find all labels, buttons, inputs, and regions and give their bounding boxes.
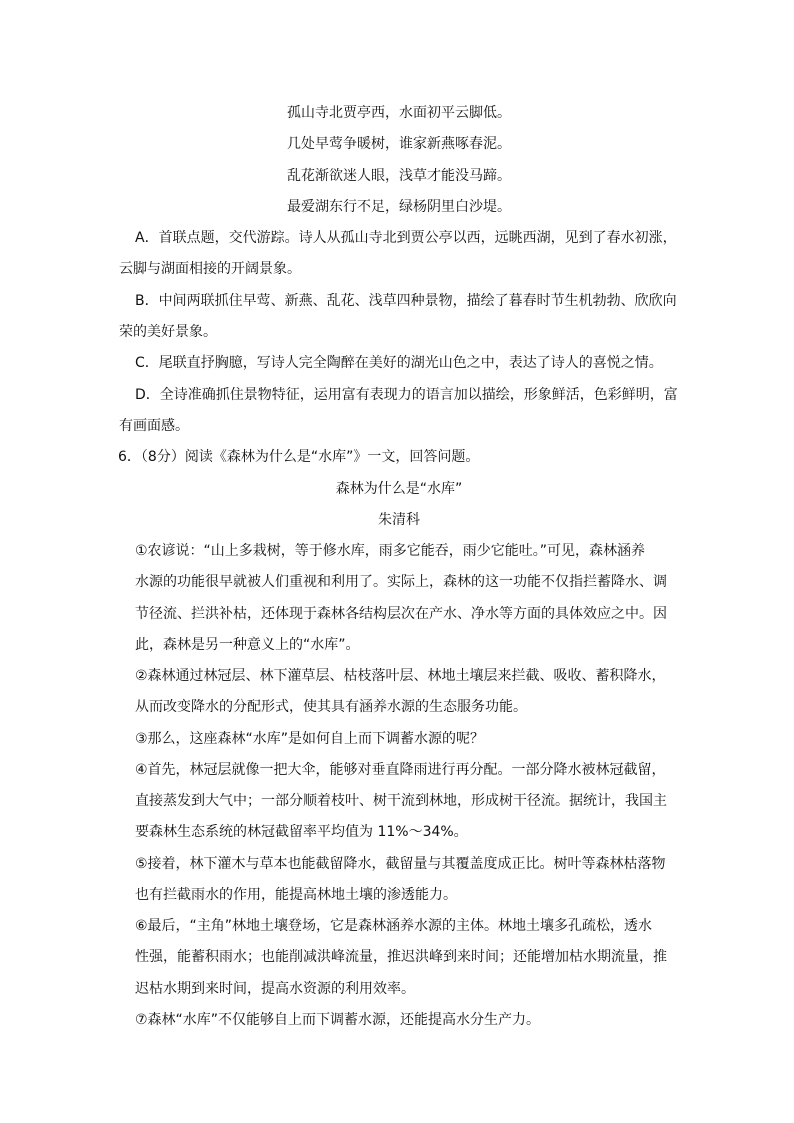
paragraph-2-line-2: 从而改变降水的分配形式，使其具有涵养水源的生态服务功能。 [135,699,527,715]
paragraph-7-line-1: ⑦森林“水库”不仅能够自上而下调蓄水源，还能提高水分生产力。 [135,1012,541,1028]
poem-line-4: 最爱湖东行不足，绿杨阴里白沙堤。 [287,199,511,215]
paragraph-5-line-2: 也有拦截雨水的作用，能提高林地土壤的渗透能力。 [135,887,457,903]
option-c-line-1: C．尾联直抒胸臆，写诗人完全陶醉在美好的湖光山色之中，表达了诗人的喜悦之情。 [135,355,663,371]
paragraph-1-line-1: ①农谚说：“山上多栽树，等于修水库，雨多它能吞，雨少它能吐。”可见，森林涵养 [135,543,646,559]
article-title: 森林为什么是“水库” [335,481,463,497]
paragraph-6-line-3: 迟枯水期到来时间，提高水资源的利用效率。 [135,981,415,997]
option-b-line-1: B．中间两联抓住早莺、新燕、乱花、浅草四种景物，描绘了暮春时节生机勃勃、欣欣向 [135,293,677,309]
paragraph-4-line-3: 要森林生态系统的林冠截留率平均值为 11%～34%。 [135,824,468,840]
paragraph-1-line-2: 水源的功能很早就被人们重视和利用了。实际上，森林的这一功能不仅指拦蓄降水、调 [135,574,667,590]
option-a-line-2: 云脚与湖面相接的开阔景象。 [119,261,301,277]
paragraph-2-line-1: ②森林通过林冠层、林下灌草层、枯枝落叶层、林地土壤层来拦截、吸收、蓄积降水， [135,668,666,684]
paragraph-5-line-1: ⑤接着，林下灌木与草本也能截留降水，截留量与其覆盖度成正比。树叶等森林枯落物 [135,856,666,872]
paragraph-6-line-2: 性强，能蓄积雨水；也能削减洪峰流量，推迟洪峰到来时间；还能增加枯水期流量，推 [135,949,667,965]
paragraph-6-line-1: ⑥最后，“主角”林地土壤登场，它是森林涵养水源的主体。林地土壤多孔疏松，透水 [135,918,653,934]
paragraph-1-line-3: 节径流、拦洪补枯，还体现于森林各结构层次在产水、净水等方面的具体效应之中。因 [135,606,667,622]
article-author: 朱清科 [378,512,420,528]
poem-line-1: 孤山寺北贾亭西，水面初平云脚低。 [287,105,511,121]
question-6-heading: 6．（8分）阅读《森林为什么是“水库”》一文，回答问题。 [118,449,480,465]
option-b-line-2: 荣的美好景象。 [119,324,217,340]
poem-line-2: 几处早莺争暖树，谁家新燕啄春泥。 [287,136,511,152]
paragraph-4-line-2: 直接蒸发到大气中；一部分顺着枝叶、树干流到林地，形成树干径流。据统计，我国主 [135,793,667,809]
option-d-line-1: D．全诗准确抓住景物特征，运用富有表现力的语言加以描绘，形象鲜活，色彩鲜明，富 [135,387,678,403]
paragraph-3-line-1: ③那么，这座森林“水库”是如何自上而下调蓄水源的呢？ [135,731,485,747]
option-a-line-1: A．首联点题，交代游踪。诗人从孤山寺北到贾公亭以西，远眺西湖，见到了春水初涨， [135,230,677,246]
option-d-line-2: 有画面感。 [119,418,189,434]
paragraph-4-line-1: ④首先，林冠层就像一把大伞，能够对垂直降雨进行再分配。一部分降水被林冠截留， [135,762,666,778]
poem-line-3: 乱花渐欲迷人眼，浅草才能没马蹄。 [287,168,511,184]
paragraph-1-line-4: 此，森林是另一种意义上的“水库”。 [135,637,360,653]
